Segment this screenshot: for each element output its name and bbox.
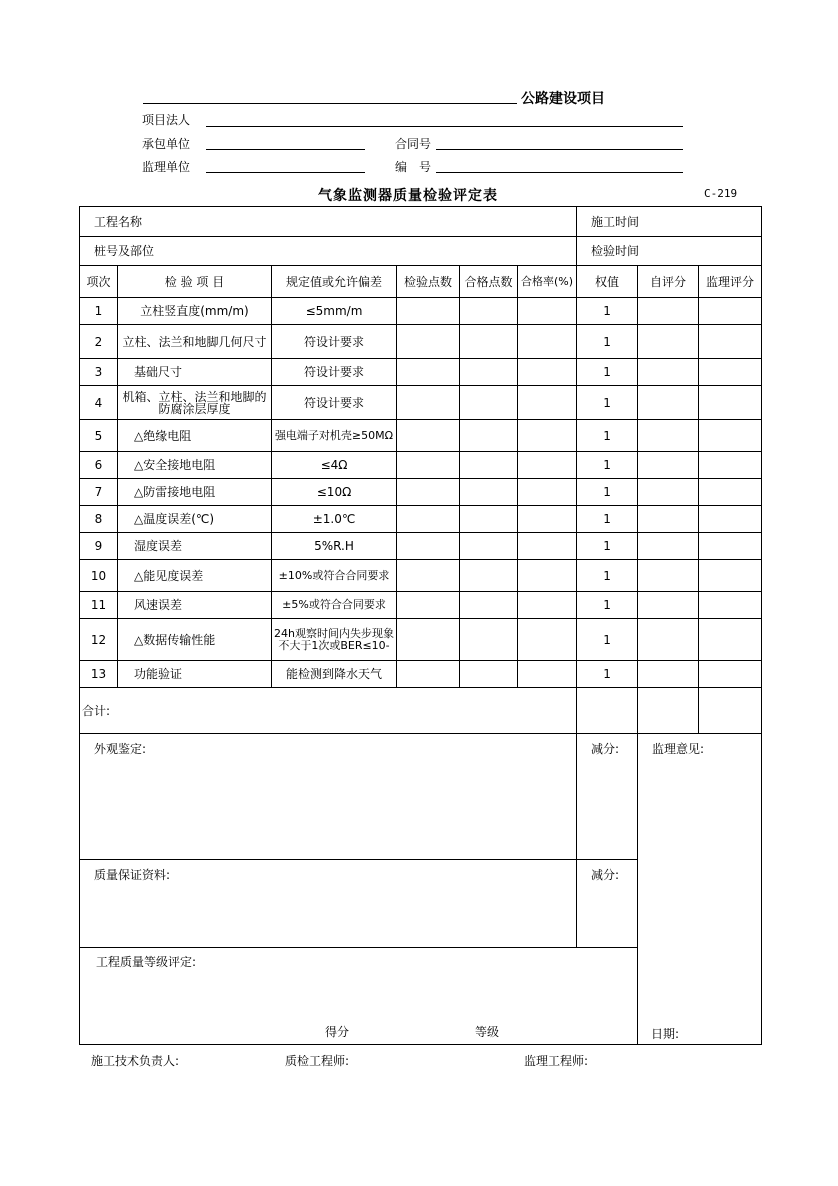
- row-weight: 1: [577, 506, 638, 533]
- project-name-line: [143, 103, 517, 104]
- total-self-score: [638, 688, 699, 734]
- col-standard-header: 规定值或允许偏差: [272, 266, 397, 298]
- row-points: [397, 479, 460, 506]
- table-row: [80, 533, 762, 560]
- row-points: [397, 506, 460, 533]
- grade-cell: [80, 948, 638, 1045]
- row-points: [397, 560, 460, 592]
- owner-label: 项目法人: [142, 113, 191, 127]
- qc-engineer-signature: 质检工程师:: [285, 1054, 350, 1068]
- row-points: [397, 533, 460, 560]
- row-supervisor-score: [699, 325, 762, 359]
- row-rate: [518, 661, 577, 688]
- row-supervisor-score: [699, 386, 762, 420]
- row-no: 4: [80, 386, 118, 420]
- table-row: [80, 661, 762, 688]
- row-standard: ±1.0℃: [272, 506, 397, 533]
- inspection-time-label: 检验时间: [577, 237, 762, 266]
- row-weight: 1: [577, 325, 638, 359]
- row-standard: ±10%或符合合同要求: [272, 560, 397, 592]
- col-self-score-header: 自评分: [638, 266, 699, 298]
- row-self-score: [638, 420, 699, 452]
- row-passed: [460, 479, 518, 506]
- col-item-header: 检 验 项 目: [118, 266, 272, 298]
- row-supervisor-score: [699, 506, 762, 533]
- row-no: 3: [80, 359, 118, 386]
- number-line: [436, 172, 683, 173]
- col-points-header: 检验点数: [397, 266, 460, 298]
- row-item: 立柱竖直度(mm/m): [118, 298, 272, 325]
- row-rate: [518, 560, 577, 592]
- row-points: [397, 325, 460, 359]
- row-rate: [518, 479, 577, 506]
- row-standard: ≤4Ω: [272, 452, 397, 479]
- row-weight: 1: [577, 386, 638, 420]
- opinion-label: 监理意见:: [638, 734, 762, 1045]
- supervisor-label: 监理单位: [142, 160, 191, 174]
- row-self-score: [638, 479, 699, 506]
- row-weight: 1: [577, 452, 638, 479]
- row-weight: 1: [577, 661, 638, 688]
- col-no-header: 项次: [80, 266, 118, 298]
- row-self-score: [638, 359, 699, 386]
- row-no: 1: [80, 298, 118, 325]
- row-points: [397, 420, 460, 452]
- col-supervisor-score-header: 监理评分: [699, 266, 762, 298]
- row-self-score: [638, 619, 699, 661]
- contract-no-line: [436, 149, 683, 150]
- row-standard: 5%R.H: [272, 533, 397, 560]
- quality-docs-label: 质量保证资料:: [80, 860, 577, 948]
- row-standard: ±5%或符合合同要求: [272, 592, 397, 619]
- table-row: [80, 560, 762, 592]
- row-rate: [518, 325, 577, 359]
- appearance-label: 外观鉴定:: [80, 734, 577, 860]
- row-self-score: [638, 661, 699, 688]
- project-suffix: 公路建设项目: [521, 91, 605, 107]
- row-item: △能见度误差: [118, 560, 272, 592]
- level-label: 等级: [475, 1025, 500, 1039]
- table-row: [80, 386, 762, 420]
- supervisor-line: [206, 172, 365, 173]
- row-weight: 1: [577, 359, 638, 386]
- table-row: [80, 452, 762, 479]
- total-weight: [577, 688, 638, 734]
- row-standard: ≤10Ω: [272, 479, 397, 506]
- row-rate: [518, 533, 577, 560]
- table-row: [80, 619, 762, 661]
- row-rate: [518, 506, 577, 533]
- row-self-score: [638, 506, 699, 533]
- col-rate-header: 合格率(%): [518, 266, 577, 298]
- row-item: 风速误差: [118, 592, 272, 619]
- row-passed: [460, 420, 518, 452]
- total-label: 合计:: [80, 688, 577, 734]
- row-standard: 强电端子对机壳≥50MΩ: [272, 420, 397, 452]
- row-item: △温度误差(℃): [118, 506, 272, 533]
- row-rate: [518, 619, 577, 661]
- row-supervisor-score: [699, 298, 762, 325]
- row-rate: [518, 298, 577, 325]
- construction-time-label: 施工时间: [577, 207, 762, 237]
- table-row: [80, 506, 762, 533]
- row-item: 机箱、立柱、法兰和地脚的防腐涂层厚度: [118, 386, 272, 420]
- row-item: △安全接地电阻: [118, 452, 272, 479]
- score-label: 得分: [325, 1025, 350, 1039]
- table-row: [80, 592, 762, 619]
- row-passed: [460, 325, 518, 359]
- row-standard: 符设计要求: [272, 386, 397, 420]
- row-passed: [460, 386, 518, 420]
- row-self-score: [638, 533, 699, 560]
- row-passed: [460, 592, 518, 619]
- row-passed: [460, 661, 518, 688]
- table-row: [80, 325, 762, 359]
- row-item: 基础尺寸: [118, 359, 272, 386]
- contractor-line: [206, 149, 365, 150]
- row-no: 11: [80, 592, 118, 619]
- row-rate: [518, 452, 577, 479]
- row-supervisor-score: [699, 619, 762, 661]
- row-points: [397, 619, 460, 661]
- row-supervisor-score: [699, 420, 762, 452]
- row-points: [397, 386, 460, 420]
- row-standard: 24h观察时间内失步现象不大于1次或BER≤10-: [272, 619, 397, 661]
- row-self-score: [638, 592, 699, 619]
- contract-no-label: 合同号: [395, 137, 432, 151]
- row-weight: 1: [577, 560, 638, 592]
- grade-label: 工程质量等级评定:: [96, 955, 197, 969]
- row-no: 8: [80, 506, 118, 533]
- row-no: 7: [80, 479, 118, 506]
- number-label: 编 号: [395, 160, 432, 174]
- form-code: C-219: [704, 187, 738, 200]
- row-rate: [518, 359, 577, 386]
- row-item: 立柱、法兰和地脚几何尺寸: [118, 325, 272, 359]
- total-supervisor-score: [699, 688, 762, 734]
- row-weight: 1: [577, 533, 638, 560]
- row-item: △绝缘电阻: [118, 420, 272, 452]
- row-points: [397, 661, 460, 688]
- tech-lead-signature: 施工技术负责人:: [91, 1054, 180, 1068]
- row-weight: 1: [577, 479, 638, 506]
- project-name-label: 工程名称: [80, 207, 577, 237]
- supervisor-engineer-signature: 监理工程师:: [524, 1054, 589, 1068]
- row-no: 13: [80, 661, 118, 688]
- row-supervisor-score: [699, 661, 762, 688]
- row-supervisor-score: [699, 452, 762, 479]
- row-rate: [518, 420, 577, 452]
- row-passed: [460, 619, 518, 661]
- row-passed: [460, 533, 518, 560]
- row-no: 6: [80, 452, 118, 479]
- row-weight: 1: [577, 619, 638, 661]
- row-weight: 1: [577, 592, 638, 619]
- row-supervisor-score: [699, 359, 762, 386]
- row-item: 功能验证: [118, 661, 272, 688]
- date-label: 日期:: [651, 1027, 680, 1041]
- row-supervisor-score: [699, 479, 762, 506]
- row-no: 5: [80, 420, 118, 452]
- table-row: [80, 298, 762, 325]
- row-supervisor-score: [699, 533, 762, 560]
- row-no: 2: [80, 325, 118, 359]
- row-standard: 符设计要求: [272, 325, 397, 359]
- row-no: 12: [80, 619, 118, 661]
- deduct-label-2: 减分:: [577, 860, 638, 948]
- row-item: 湿度误差: [118, 533, 272, 560]
- table-row: [80, 359, 762, 386]
- row-no: 9: [80, 533, 118, 560]
- row-self-score: [638, 560, 699, 592]
- row-self-score: [638, 325, 699, 359]
- row-points: [397, 592, 460, 619]
- col-weight-header: 权值: [577, 266, 638, 298]
- row-rate: [518, 592, 577, 619]
- col-passed-header: 合格点数: [460, 266, 518, 298]
- row-passed: [460, 506, 518, 533]
- owner-line: [206, 126, 683, 127]
- row-supervisor-score: [699, 560, 762, 592]
- inspection-table: [79, 206, 762, 1045]
- row-item: △防雷接地电阻: [118, 479, 272, 506]
- row-passed: [460, 452, 518, 479]
- row-standard: 能检测到降水天气: [272, 661, 397, 688]
- row-passed: [460, 298, 518, 325]
- row-points: [397, 452, 460, 479]
- table-row: [80, 479, 762, 506]
- row-points: [397, 298, 460, 325]
- station-label: 桩号及部位: [80, 237, 577, 266]
- row-self-score: [638, 386, 699, 420]
- row-weight: 1: [577, 420, 638, 452]
- row-self-score: [638, 452, 699, 479]
- row-points: [397, 359, 460, 386]
- row-no: 10: [80, 560, 118, 592]
- row-standard: ≤5mm/m: [272, 298, 397, 325]
- row-self-score: [638, 298, 699, 325]
- row-standard: 符设计要求: [272, 359, 397, 386]
- form-title: 气象监测器质量检验评定表: [318, 188, 498, 204]
- row-supervisor-score: [699, 592, 762, 619]
- contractor-label: 承包单位: [142, 137, 191, 151]
- row-item: △数据传输性能: [118, 619, 272, 661]
- row-rate: [518, 386, 577, 420]
- deduct-label-1: 减分:: [577, 734, 638, 860]
- row-passed: [460, 359, 518, 386]
- table-row: [80, 420, 762, 452]
- row-passed: [460, 560, 518, 592]
- row-weight: 1: [577, 298, 638, 325]
